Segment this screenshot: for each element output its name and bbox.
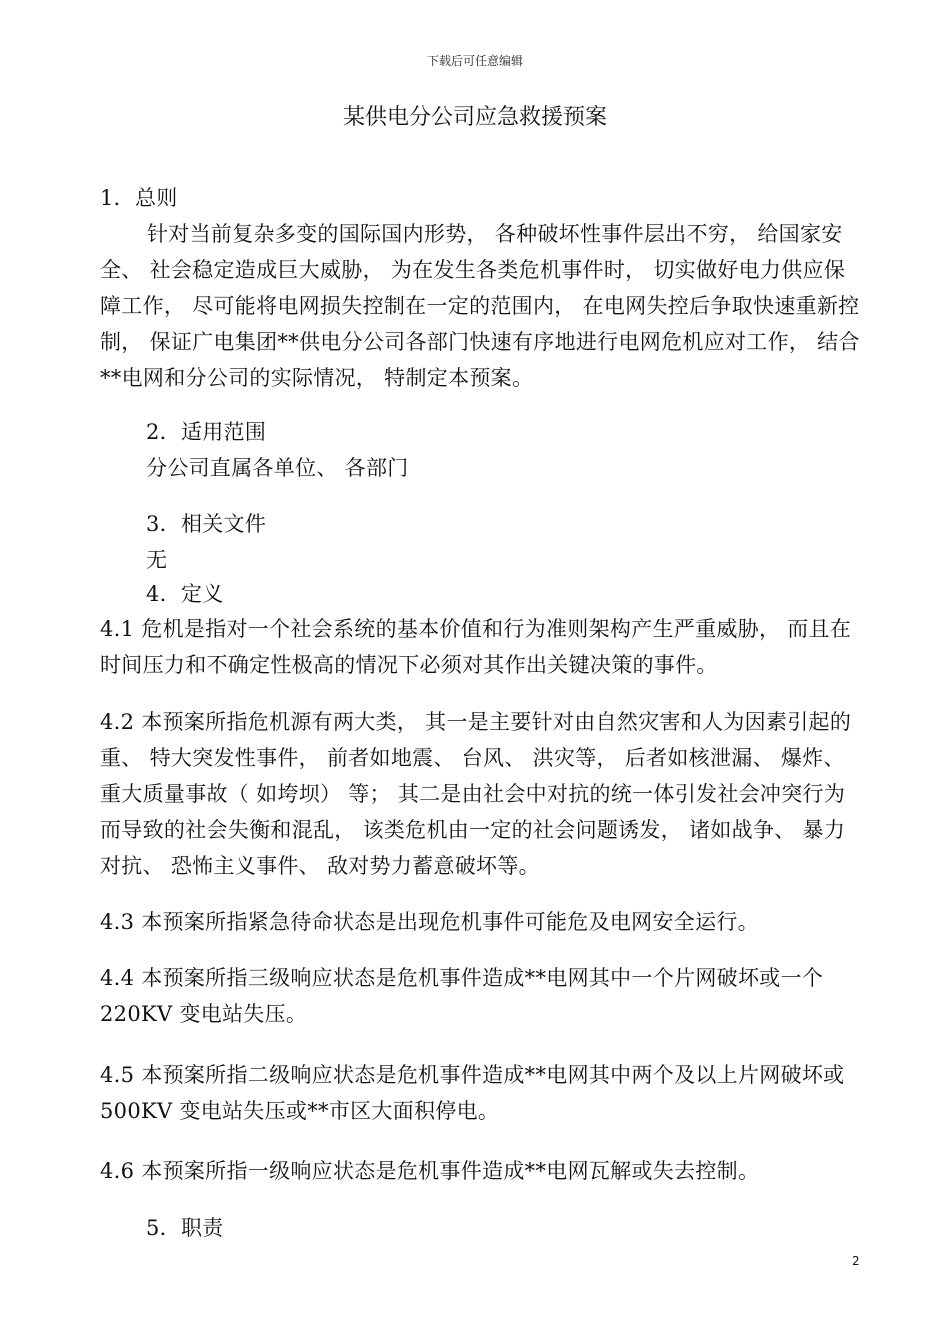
definition-4-4: 4.4 本预案所指三级响应状态是危机事件造成**电网其中一个片网破坏或一个 220KV 变电站失压。 — [100, 966, 824, 1026]
header-note: 下载后可任意编辑 — [426, 54, 523, 68]
definition-4-5: 4.5 本预案所指二级响应状态是危机事件造成**电网其中两个及以上片网破坏或 500KV 变电站失压或**市区大面积停电。 — [100, 1063, 845, 1123]
section-3-heading: 3．相关文件 — [146, 512, 267, 536]
page-number: 2 — [852, 1254, 860, 1268]
section-2-body: 分公司直属各单位、 各部门 — [146, 456, 409, 480]
section-4-heading: 4．定义 — [146, 582, 224, 606]
definition-4-6: 4.6 本预案所指一级响应状态是危机事件造成**电网瓦解或失去控制。 — [100, 1159, 760, 1183]
section-3-body: 无 — [146, 548, 168, 572]
section-1-heading: 1．总则 — [100, 186, 178, 210]
definition-4-2: 4.2 本预案所指危机源有两大类， 其一是主要针对由自然灾害和人为因素引起的重、 特大突发性事件， 前者如地震、 台风、 洪灾等， 后者如核泄漏、 爆炸、 重大质量事故（ 如垮坝） 等； 其二是由社会中对抗的统一体引发社会冲突行为而导致的社会失衡和混乱， 该类危机由一定的社会问题诱发， 诸如战争、 暴力对抗、 恐怖主义事件、 敌对势力蓄意破坏等。 — [100, 710, 852, 878]
definition-4-3: 4.3 本预案所指紧急待命状态是出现危机事件可能危及电网安全运行。 — [100, 910, 759, 934]
definition-4-1: 4.1 危机是指对一个社会系统的基本价值和行为准则架构产生严重威胁， 而且在时间压力和不确定性极高的情况下必须对其作出关键决策的事件。 — [100, 617, 852, 677]
section-5-heading: 5．职责 — [146, 1216, 224, 1240]
section-1-body: 针对当前复杂多变的国际国内形势， 各种破坏性事件层出不穷， 给国家安全、 社会稳定造成巨大威胁， 为在发生各类危机事件时， 切实做好电力供应保障工作， 尽可能将电网损失控制在一定的范围内， 在电网失控后争取快速重新控制， 保证广电集团**供电分公司各部门快速有序地进行电网危机应对工作， 结合**电网和分公司的实际情况， 特制定本预案。 — [100, 222, 860, 390]
document-title: 某供电分公司应急救援预案 — [342, 105, 607, 130]
section-2-heading: 2．适用范围 — [146, 420, 267, 444]
